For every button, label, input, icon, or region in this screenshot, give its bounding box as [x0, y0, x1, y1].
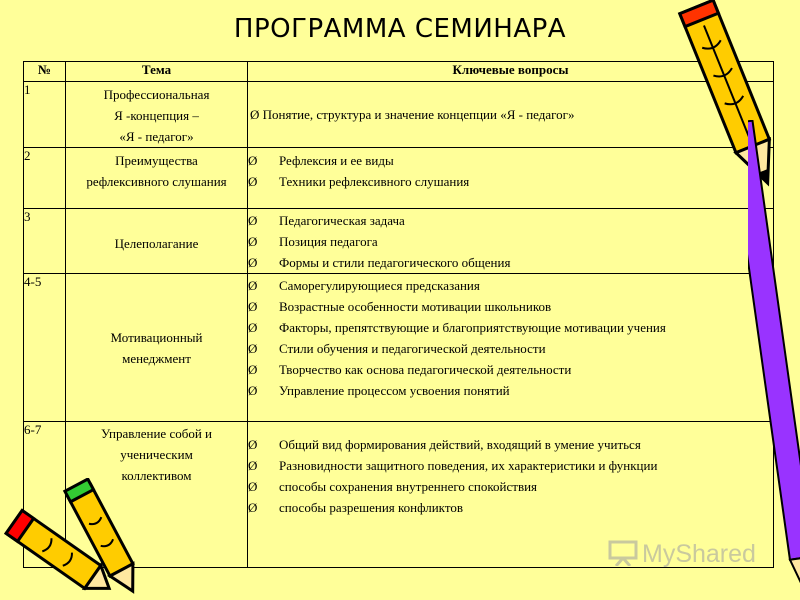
- topic-line: Мотивационный: [110, 329, 203, 345]
- topic-line: Целеполагание: [114, 235, 199, 251]
- row-questions: [248, 209, 774, 274]
- table-header-row: [24, 62, 774, 82]
- question-item: Ø Разновидности защитного поведения, их характеристики и функции: [248, 455, 773, 476]
- row-topic: [66, 82, 248, 148]
- table-row: [24, 209, 774, 274]
- bullet-icon: Ø: [248, 437, 258, 452]
- question-item: Ø Техники рефлексивного слушания: [248, 171, 773, 192]
- row-number: 4-5: [24, 274, 66, 422]
- row-questions: [248, 274, 774, 422]
- topic-line: «Я - педагог»: [119, 129, 194, 144]
- page-title: ПРОГРАММА СЕМИНАРА: [233, 14, 567, 44]
- header-topic: Тема: [66, 62, 248, 82]
- topic-line: Профессиональная: [103, 87, 210, 102]
- table-row: [24, 274, 774, 422]
- question-item: Ø Саморегулирующиеся предсказания: [248, 275, 773, 296]
- watermark-text: MyShared: [642, 540, 756, 569]
- header-number: №: [24, 62, 66, 82]
- question-item: Ø Педагогическая задача: [248, 210, 773, 231]
- bullet-icon: Ø: [248, 299, 258, 314]
- bullet-icon: Ø: [248, 383, 258, 398]
- topic-line: коллективом: [121, 468, 192, 483]
- question-item: Ø способы сохранения внутреннего спокойствия: [248, 476, 773, 497]
- bullet-icon: Ø: [248, 278, 258, 293]
- row-number: 3: [24, 209, 66, 274]
- bullet-icon: Ø: [248, 362, 258, 377]
- topic-line: Я -концепция –: [114, 108, 199, 123]
- topic-line: рефлексивного слушания: [86, 174, 227, 189]
- bullet-icon: Ø: [248, 255, 258, 270]
- topic-line: ученическим: [120, 447, 193, 462]
- question-item: Ø Позиция педагога: [248, 231, 773, 252]
- question-item: Ø Формы и стили педагогического общения: [248, 252, 773, 273]
- question-item: Ø Возрастные особенности мотивации школьников: [248, 296, 773, 317]
- bullet-icon: Ø: [248, 500, 258, 515]
- bullet-icon: Ø: [248, 213, 258, 228]
- question-item: Ø Управление процессом усвоения понятий: [248, 380, 773, 401]
- violet-pencil-icon: [748, 120, 800, 600]
- question-item: Ø Творчество как основа педагогической деятельности: [248, 359, 773, 380]
- bullet-icon: Ø: [248, 341, 258, 356]
- row-number: 1: [24, 82, 66, 148]
- topic-line: Управление собой и: [101, 426, 212, 441]
- question-item: Ø Рефлексия и ее виды: [248, 150, 773, 171]
- bullet-icon: Ø: [248, 234, 258, 249]
- row-number: 6-7: [24, 422, 66, 568]
- row-topic: [66, 209, 248, 274]
- question-item: Ø способы разрешения конфликтов: [248, 497, 773, 518]
- table-row: [24, 82, 774, 148]
- red-pencil-icon: [0, 508, 120, 600]
- question-item: Ø Факторы, препятствующие и благоприятствующие мотивации учения: [248, 317, 773, 338]
- topic-line: Преимущества: [115, 153, 198, 168]
- row-topic: [66, 148, 248, 209]
- bullet-icon: Ø: [248, 174, 258, 189]
- bullet-icon: Ø: [248, 320, 258, 335]
- row-topic: [66, 274, 248, 422]
- bullet-icon: Ø: [248, 153, 258, 168]
- question-item: Ø Общий вид формирования действий, входящий в умение учиться: [248, 434, 773, 455]
- topic-line: менеджмент: [122, 350, 191, 366]
- bullet-icon: Ø: [248, 479, 258, 494]
- watermark: [608, 538, 756, 573]
- question-item: Ø Понятие, структура и значение концепции «Я - педагог»: [250, 107, 575, 122]
- row-number: 2: [24, 148, 66, 209]
- table-row: [24, 148, 774, 209]
- header-questions: Ключевые вопросы: [248, 62, 774, 82]
- question-item: Ø Стили обучения и педагогической деятельности: [248, 338, 773, 359]
- bullet-icon: Ø: [248, 458, 258, 473]
- presentation-board-icon: [608, 538, 638, 573]
